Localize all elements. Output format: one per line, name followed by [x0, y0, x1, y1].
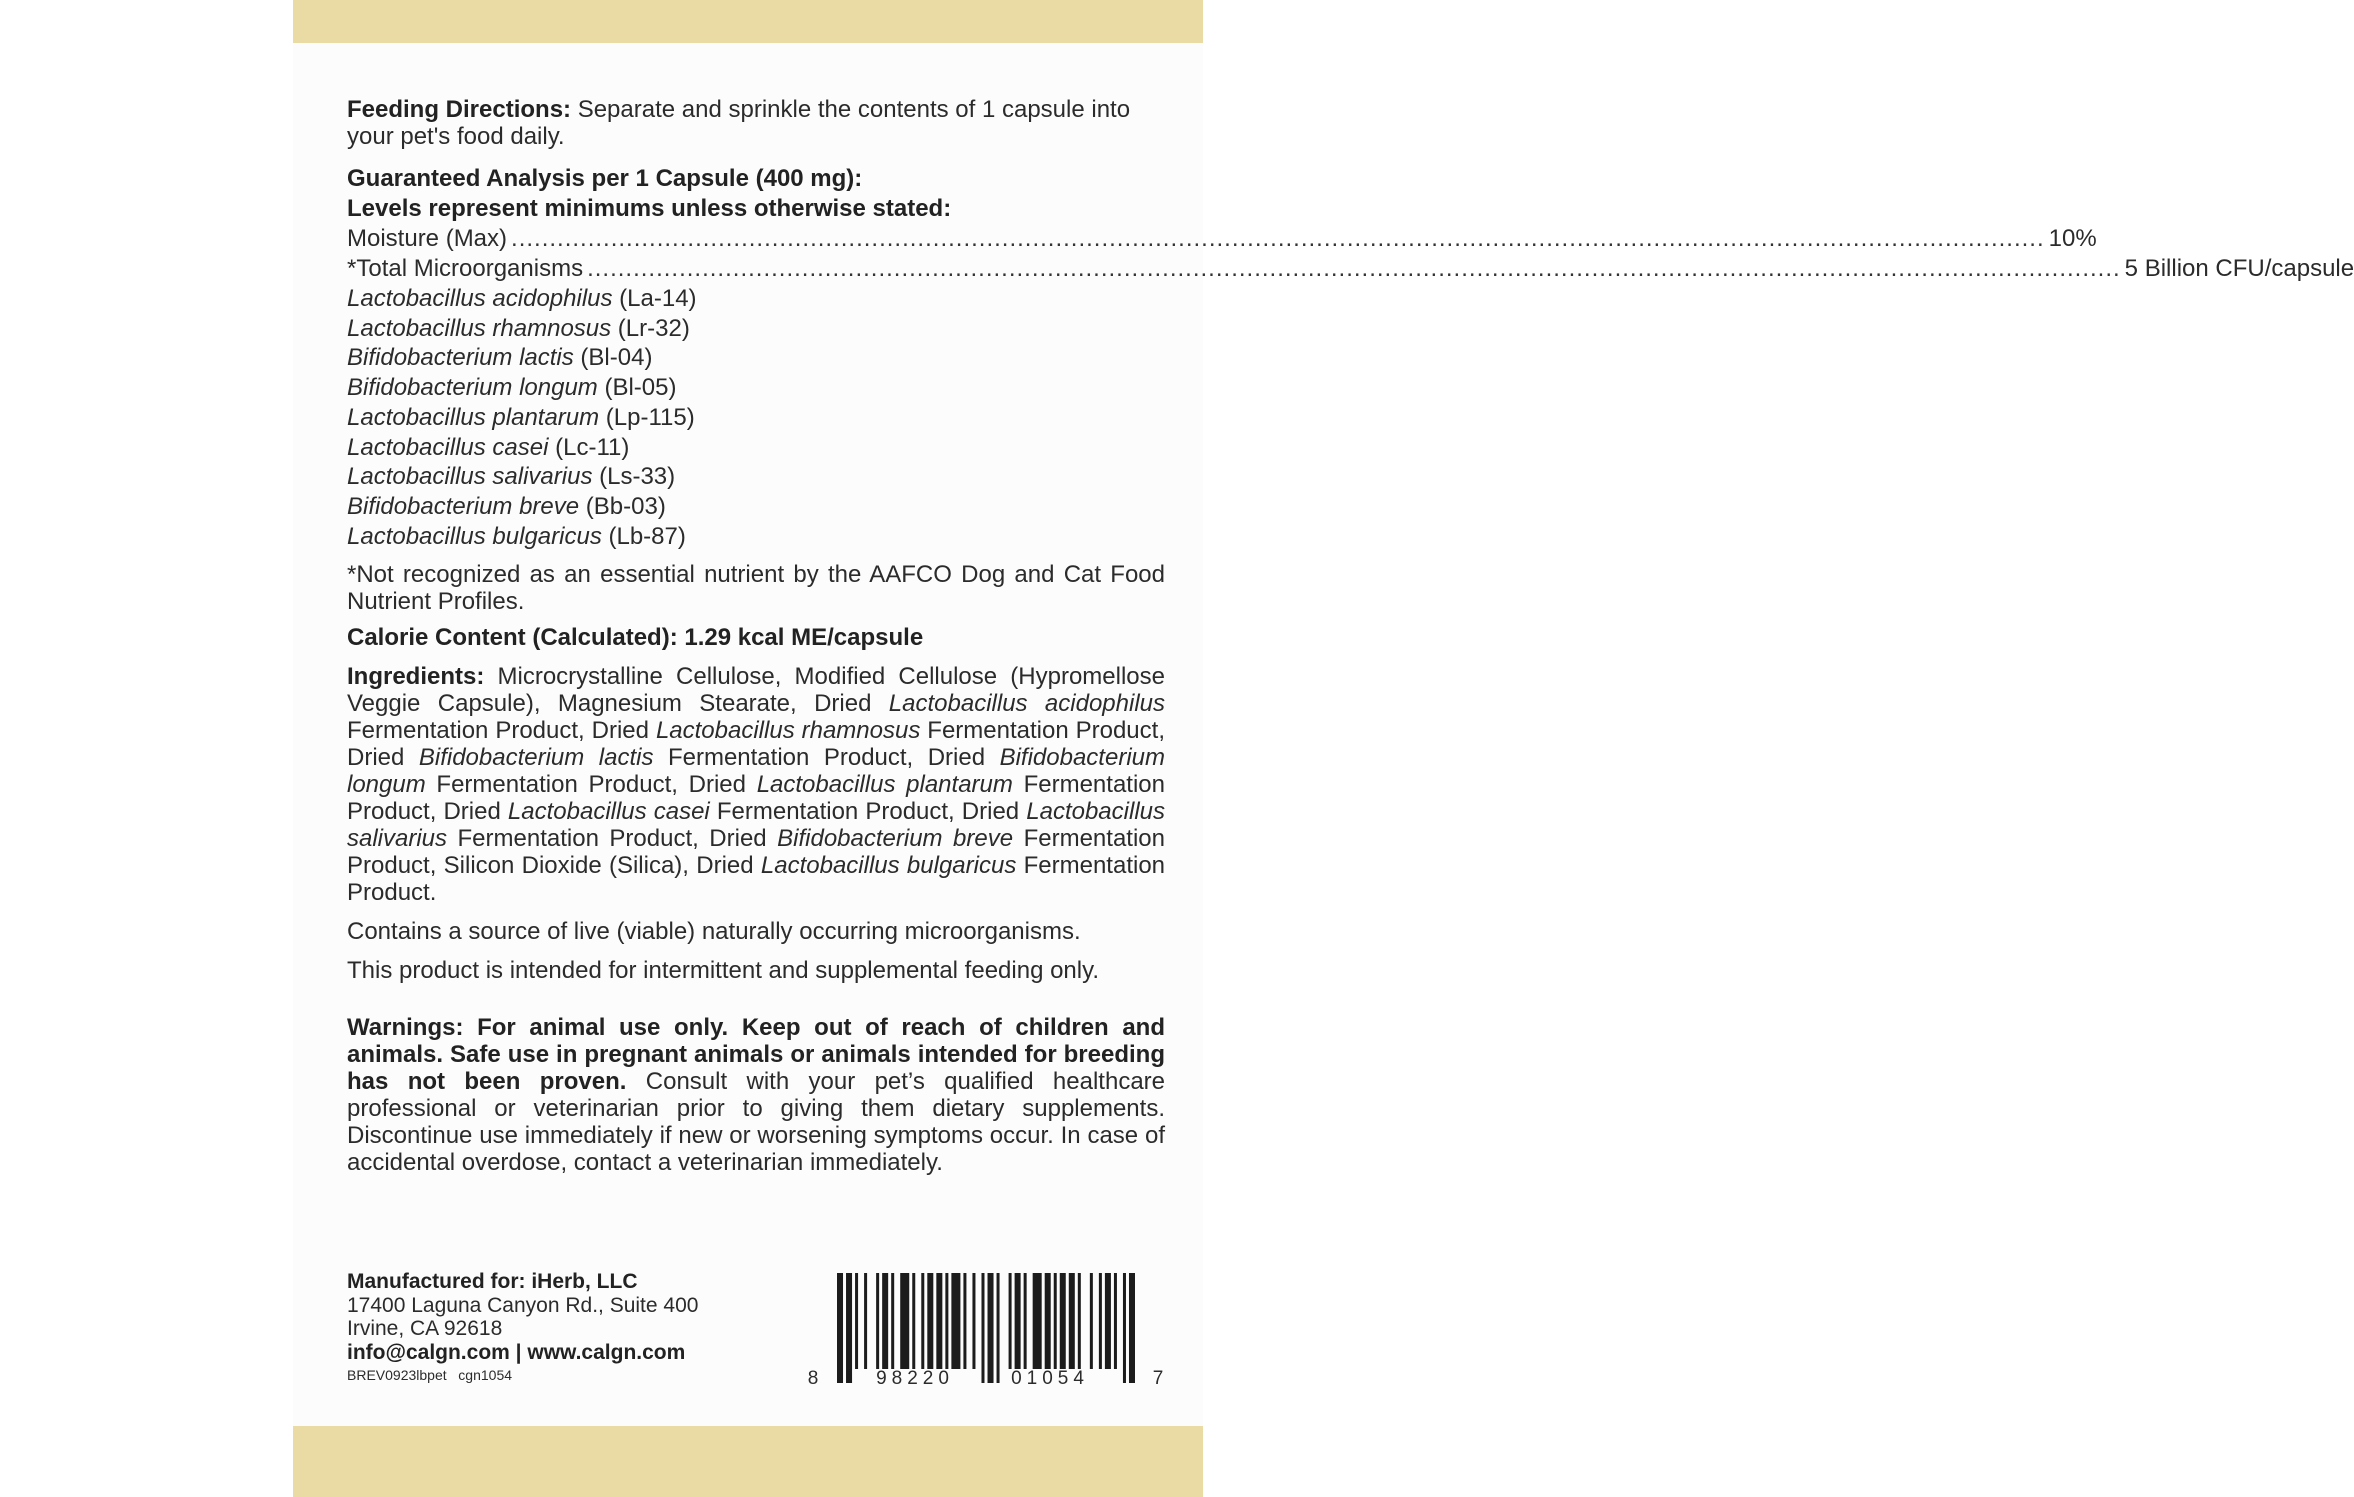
strain-code: (Ls-33)	[592, 463, 676, 491]
strain-name: Lactobacillus casei	[347, 433, 549, 461]
barcode-bar	[963, 1273, 966, 1369]
barcode-digits: 98220	[876, 1368, 954, 1389]
strain-code: (Lc-11)	[548, 433, 630, 461]
manufacturer-line: Manufactured for: iHerb, LLC	[347, 1270, 638, 1293]
barcode-bar	[972, 1273, 975, 1369]
barcode-bar	[927, 1273, 933, 1369]
feeding-directions-label: Feeding Directions:	[347, 96, 572, 123]
barcode-bar	[846, 1273, 852, 1383]
strain-item	[347, 403, 1165, 433]
strain-name: Lactobacillus rhamnosus	[347, 314, 612, 342]
analysis-row-value: 5 Billion CFU/capsule	[2124, 255, 2354, 282]
warnings-text: Consult with your pet’s qualified healthcare professional or veterinarian prior to giving them dietary supplements. Discontinue use immediately if new or worsening symptoms occur. In case of accidental overdose, contact a veterinarian immediately.	[347, 1068, 1166, 1177]
barcode-bar	[1069, 1273, 1075, 1369]
address-line: 17400 Laguna Canyon Rd., Suite 400	[347, 1293, 699, 1317]
analysis-row-value: 10%	[2048, 225, 2097, 252]
strain-code: (Lr-32)	[611, 314, 690, 342]
barcode-bar	[1090, 1273, 1093, 1369]
label-content	[347, 96, 2354, 1177]
strain-item	[347, 284, 1165, 314]
barcode-bar	[997, 1273, 1000, 1383]
ingredient-text: Fermentation Product, Dried	[709, 798, 1027, 826]
guaranteed-analysis	[347, 164, 2354, 551]
ingredient-species: Lactobacillus bulgaricus	[760, 852, 1017, 880]
analysis-row	[347, 254, 2354, 284]
barcode-digits: 01054	[1011, 1368, 1089, 1389]
barcode-bar	[1114, 1273, 1117, 1369]
barcode-bar	[1129, 1273, 1135, 1383]
barcode-bar	[882, 1273, 888, 1369]
analysis-subheading: Levels represent minimums unless otherwise stated:	[347, 195, 952, 222]
contact-line: info@calgn.com | www.calgn.com	[347, 1340, 686, 1364]
barcode-bar	[988, 1273, 994, 1383]
barcode-bar	[1123, 1273, 1126, 1383]
barcode-bar	[936, 1273, 942, 1369]
strain-code: (La-14)	[612, 285, 697, 312]
strain-name: Bifidobacterium longum	[347, 374, 598, 402]
calorie-content: Calorie Content (Calculated): 1.29 kcal ME/capsule	[347, 624, 924, 652]
barcode-bar	[951, 1273, 960, 1369]
barcode-bar	[837, 1273, 843, 1383]
dot-leader: ........................................................................................................................................................................................................	[511, 225, 2045, 252]
strain-item	[347, 522, 1165, 552]
barcode-bar	[864, 1273, 867, 1369]
strain-item	[347, 433, 1165, 463]
barcode-bar	[876, 1273, 879, 1369]
ingredient-species: Bifidobacterium breve	[777, 825, 1014, 853]
ingredient-species: Lactobacillus salivarius	[347, 798, 1165, 853]
barcode-bar	[1009, 1273, 1012, 1369]
barcode-bar	[1078, 1273, 1081, 1369]
ingredients-label: Ingredients:	[347, 663, 485, 691]
warnings	[347, 1014, 1165, 1176]
strain-code: (Bl-04)	[573, 344, 653, 372]
analysis-heading: Guaranteed Analysis per 1 Capsule (400 mg):	[347, 165, 863, 192]
analysis-rows	[347, 224, 2354, 284]
strain-item	[347, 492, 1165, 522]
analysis-row-label: *Total Microorganisms	[347, 255, 584, 282]
analysis-row	[347, 224, 2097, 254]
strain-name: Lactobacillus salivarius	[347, 463, 593, 491]
live-microorganisms-note: Contains a source of live (viable) naturally occurring microorganisms.	[347, 918, 1081, 946]
barcode-digits: 7	[1152, 1368, 1164, 1389]
ingredient-text: Fermentation Product, Dried	[347, 717, 656, 745]
city-line: Irvine, CA 92618	[347, 1317, 503, 1340]
analysis-row-label: Moisture (Max)	[347, 225, 508, 252]
barcode-bar	[912, 1273, 915, 1369]
ingredient-text: Fermentation Product, Dried	[425, 771, 757, 799]
ingredient-species: Lactobacillus casei	[507, 798, 710, 826]
barcode-bar	[1015, 1273, 1021, 1369]
barcode-bar	[1099, 1273, 1102, 1369]
strain-code: (Lb-87)	[601, 522, 686, 550]
ingredient-text: Fermentation Product, Dried	[653, 744, 1000, 772]
strain-list	[347, 284, 1165, 551]
strain-code: (Lp-115)	[599, 403, 695, 431]
bottom-color-band	[293, 1426, 1203, 1497]
barcode-bar	[1045, 1273, 1051, 1369]
barcode-digits: 8	[807, 1368, 819, 1389]
strain-item	[347, 462, 1165, 492]
barcode-bar	[900, 1273, 909, 1369]
ingredient-species: Lactobacillus rhamnosus	[655, 717, 921, 745]
ingredient-species: Bifidobacterium longum	[347, 744, 1165, 799]
barcode-bar	[921, 1273, 924, 1369]
strain-name: Lactobacillus acidophilus	[347, 285, 613, 312]
strain-item	[347, 314, 1165, 344]
strain-item	[347, 373, 1165, 403]
ingredient-text: Fermentation Product.	[347, 852, 1166, 907]
strain-name: Bifidobacterium breve	[347, 492, 580, 520]
strain-code: (Bl-05)	[597, 374, 677, 402]
feeding-directions	[347, 96, 1165, 150]
ingredient-species: Lactobacillus plantarum	[756, 771, 1013, 799]
ingredient-text: Fermentation Product, Dried	[347, 771, 1165, 826]
feeding-directions-text: Separate and sprinkle the contents of 1 capsule into your pet's food daily.	[347, 96, 1131, 150]
strain-name: Lactobacillus plantarum	[347, 403, 600, 431]
ingredient-text: Fermentation Product, Dried	[447, 825, 778, 853]
ingredient-text: Fermentation Product, Silicon Dioxide (Silica), Dried	[347, 825, 1165, 880]
top-color-band	[293, 0, 1203, 43]
intended-use-note: This product is intended for intermittent and supplemental feeding only.	[347, 957, 1099, 985]
strain-name: Bifidobacterium lactis	[347, 344, 574, 372]
dot-leader: ........................................................................................................................................................................................................	[587, 255, 2121, 282]
barcode-bar	[1054, 1273, 1057, 1369]
strain-name: Lactobacillus bulgaricus	[347, 522, 602, 550]
barcode-bar	[1060, 1273, 1066, 1369]
lot-code: BREV0923lbpet cgn1054	[347, 1367, 513, 1383]
footnote: *Not recognized as an essential nutrient by the AAFCO Dog and Cat Food Nutrient Profiles.	[347, 561, 1165, 616]
ingredients-paragraph	[347, 663, 1165, 906]
ingredient-species: Lactobacillus acidophilus	[888, 690, 1166, 718]
manufacturer-info	[347, 1270, 698, 1386]
strain-item	[347, 343, 1165, 373]
barcode-bar	[891, 1273, 894, 1369]
barcode-bar	[981, 1273, 984, 1383]
barcode-bar	[1033, 1273, 1042, 1369]
warnings-bold: Warnings: For animal use only. Keep out of reach of children and animals. Safe use in pregnant animals or animals intended for breeding has not been proven.	[347, 1014, 1165, 1096]
barcode-bar	[1024, 1273, 1027, 1369]
ingredient-species: Bifidobacterium lactis	[418, 744, 654, 772]
strain-code: (Bb-03)	[579, 492, 666, 520]
upc-barcode	[805, 1273, 1165, 1393]
barcode-bar	[855, 1273, 858, 1369]
ingredient-text: Microcrystalline Cellulose, Modified Cellulose (Hypromellose Veggie Capsule), Magnesium Stearate, Dried	[347, 663, 1165, 718]
barcode-bar	[1105, 1273, 1111, 1369]
ingredient-text: Fermentation Product, Dried	[347, 717, 1165, 772]
barcode-bar	[945, 1273, 948, 1369]
